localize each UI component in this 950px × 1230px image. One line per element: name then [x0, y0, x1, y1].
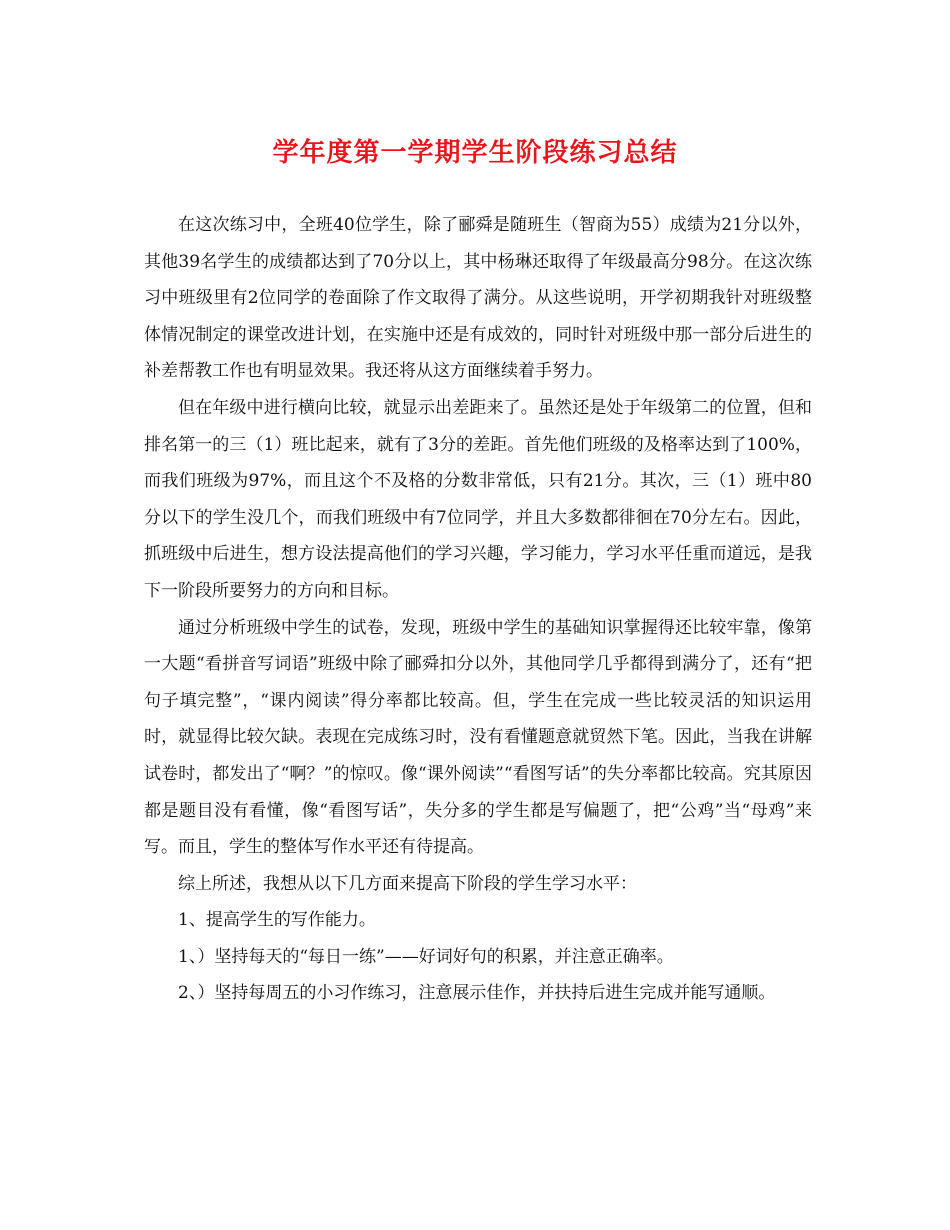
paragraph-3: 通过分析班级中学生的试卷，发现，班级中学生的基础知识掌握得还比较牢靠，像第一大题“看拼音写词语”班级中除了郦舜扣分以外，其他同学几乎都得到满分了，还有“把句子填完整”，“课内阅读”得分率都比较高。但，学生在完成一些比较灵活的知识运用时，就显得比较欠缺。表现在完成练习时，没有看懂题意就贸然下笔。因此，当我在讲解试卷时，都发出了“啊？”的惊叹。像“课外阅读”“看图写话”的失分率都比较高。究其原因都是题目没有看懂，像“看图写话”，失分多的学生都是写偏题了，把“公鸡”当“母鸡”来写。而且，学生的整体写作水平还有待提高。 [144, 617, 812, 858]
paragraph-1: 在这次练习中，全班40位学生，除了郦舜是随班生（智商为55）成绩为21分以外，其他39名学生的成绩都达到了70分以上，其中杨琳还取得了年级最高分98分。在这次练习中班级里有2位同学的卷面除了作文取得了满分。从这些说明，开学初期我针对班级整体情况制定的课堂改进计划，在实施中还是有成效的，同时针对班级中那一部分后进生的补差帮教工作也有明显效果。我还将从这方面继续着手努力。 [144, 215, 812, 382]
document-body [144, 207, 812, 1012]
paragraph-4: 综上所述，我想从以下几方面来提高下阶段的学生学习水平： [178, 873, 637, 894]
document-title: 学年度第一学期学生阶段练习总结 [272, 138, 678, 168]
paragraph-2: 但在年级中进行横向比较，就显示出差距来了。虽然还是处于年级第二的位置，但和排名第一的三（1）班比起来，就有了3分的差距。首先他们班级的及格率达到了100%，而我们班级为97%，而且这个不及格的分数非常低，只有21分。其次，三（1）班中80分以下的学生没几个，而我们班级中有7位同学，并且大多数都徘徊在70分左右。因此，抓班级中后进生，想方设法提高他们的学习兴趣，学习能力，学习水平任重而道远，是我下一阶段所要努力的方向和目标。 [144, 397, 812, 601]
paragraph-5: 1、提高学生的写作能力。 [178, 910, 376, 931]
paragraph-7: 2、）坚持每周五的小习作练习，注意展示佳作，并扶持后进生完成并能写通顺。 [178, 983, 776, 1004]
paragraph-6: 1、）坚持每天的“每日一练”——好词好句的积累，并注意正确率。 [178, 946, 674, 967]
